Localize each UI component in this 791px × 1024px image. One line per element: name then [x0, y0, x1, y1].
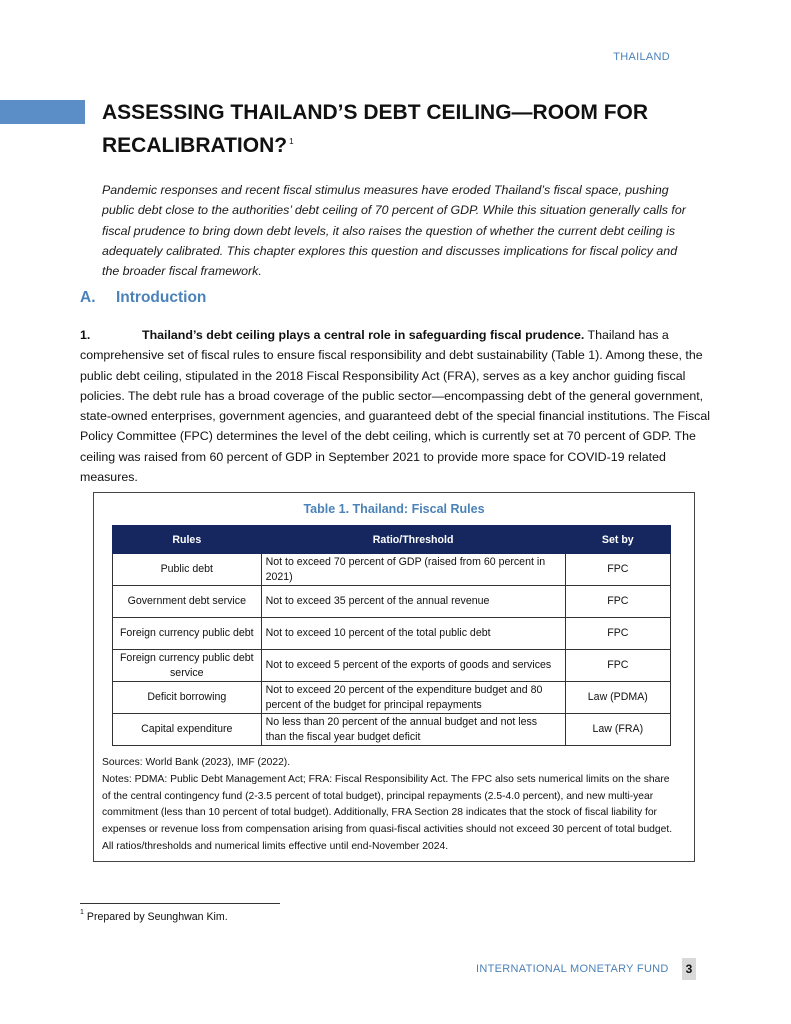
footnote-text: Prepared by Seunghwan Kim.	[86, 911, 228, 923]
rule-cell: Public debt	[113, 554, 262, 586]
set-by-cell: Law (PDMA)	[565, 682, 670, 714]
paragraph-number: 1.	[80, 328, 91, 342]
table-header-cell: Set by	[565, 526, 670, 554]
rule-cell: Foreign currency public debt	[113, 618, 262, 650]
set-by-cell: FPC	[565, 618, 670, 650]
chapter-title-text: ASSESSING THAILAND’S DEBT CEILING—ROOM FOR RECALIBRATION?	[102, 101, 649, 157]
table-notes-text: Notes: PDMA: Public Debt Management Act; FRA: Fiscal Responsibility Act. The FPC also sets numerical limits on the share of the central contingency fund (2-3.5 percent of total budget), principal repayments (2.5-4.0 percent), and new multi-year commitment (less than 10 percent of total budget). Additionally, FRA Section 28 indicates that the stock of fiscal liability for expenses or revenue loss from compensation arising from quasi-fiscal activities should not exceed 30 percent of total budget. All ratios/thresholds and numerical limits effective until end-November 2024.	[102, 773, 673, 852]
paragraph-lead: Thailand’s debt ceiling plays a central role in safeguarding fiscal prudence.	[142, 328, 585, 342]
table-row	[113, 618, 671, 650]
rule-cell: Deficit borrowing	[113, 682, 262, 714]
table-header-cell: Rules	[113, 526, 262, 554]
paragraph-1	[80, 325, 710, 487]
threshold-cell: Not to exceed 35 percent of the annual revenue	[261, 586, 565, 618]
title-footnote-marker[interactable]: 1	[289, 137, 294, 146]
footnote	[80, 911, 228, 923]
section-heading	[80, 289, 206, 307]
table-row	[113, 714, 671, 746]
table-title: Table 1. Thailand: Fiscal Rules	[303, 502, 485, 516]
table-sources: Sources: World Bank (2023), IMF (2022).	[102, 757, 291, 768]
set-by-cell: FPC	[565, 586, 670, 618]
footnote-marker: 1	[80, 909, 84, 916]
table-row	[113, 682, 671, 714]
page-number: 3	[682, 958, 696, 980]
table-row	[113, 650, 671, 682]
set-by-cell: FPC	[565, 554, 670, 586]
table-notes	[102, 755, 677, 856]
chapter-title	[102, 96, 742, 162]
threshold-cell: No less than 20 percent of the annual budget and not less than the fiscal year budget deficit	[261, 714, 565, 746]
threshold-cell: Not to exceed 70 percent of GDP (raised from 60 percent in 2021)	[261, 554, 565, 586]
section-title: Introduction	[116, 289, 207, 306]
paragraph-body: Thailand has a comprehensive set of fiscal rules to ensure fiscal responsibility and debt sustainability (Table 1). Among these, the public debt ceiling, stipulated in the 2018 Fiscal Responsibility Act (FRA), serves as a key anchor guiding fiscal policies. The debt rule has a broad coverage of the public sector—encompassing debt of the general government, state-owned enterprises, government agencies, and guaranteed debt of the special financial institutions. The Fiscal Policy Committee (FPC) determines the level of the debt ceiling, which is currently set at 70 percent of GDP. The ceiling was raised from 60 percent of GDP in September 2021 to provide more space for COVID-19 related measures.	[80, 328, 711, 485]
table-header-cell: Ratio/Threshold	[261, 526, 565, 554]
title-accent-bar	[0, 100, 85, 124]
threshold-cell: Not to exceed 5 percent of the exports of goods and services	[261, 650, 565, 682]
footnote-divider	[80, 903, 280, 904]
rule-cell: Capital expenditure	[113, 714, 262, 746]
chapter-abstract: Pandemic responses and recent fiscal stimulus measures have eroded Thailand’s fiscal space, pushing public debt close to the authorities’ debt ceiling of 70 percent of GDP. While this situation generally calls for fiscal prudence to bring down debt levels, it also raises the question of whether the current debt ceiling is adequately calibrated. This chapter explores this question and discusses implications for fiscal policy and the broader fiscal framework.	[102, 183, 686, 279]
rule-cell: Government debt service	[113, 586, 262, 618]
set-by-cell: FPC	[565, 650, 670, 682]
rule-cell: Foreign currency public debt service	[113, 650, 262, 682]
footer-publisher: INTERNATIONAL MONETARY FUND	[476, 963, 669, 975]
fiscal-rules-table	[112, 525, 671, 746]
table-header-row	[113, 526, 671, 554]
threshold-cell: Not to exceed 10 percent of the total public debt	[261, 618, 565, 650]
threshold-cell: Not to exceed 20 percent of the expenditure budget and 80 percent of the budget for principal repayments	[261, 682, 565, 714]
set-by-cell: Law (FRA)	[565, 714, 670, 746]
running-head: THAILAND	[613, 51, 670, 63]
table-row	[113, 586, 671, 618]
table-row	[113, 554, 671, 586]
section-number: A.	[80, 289, 96, 306]
